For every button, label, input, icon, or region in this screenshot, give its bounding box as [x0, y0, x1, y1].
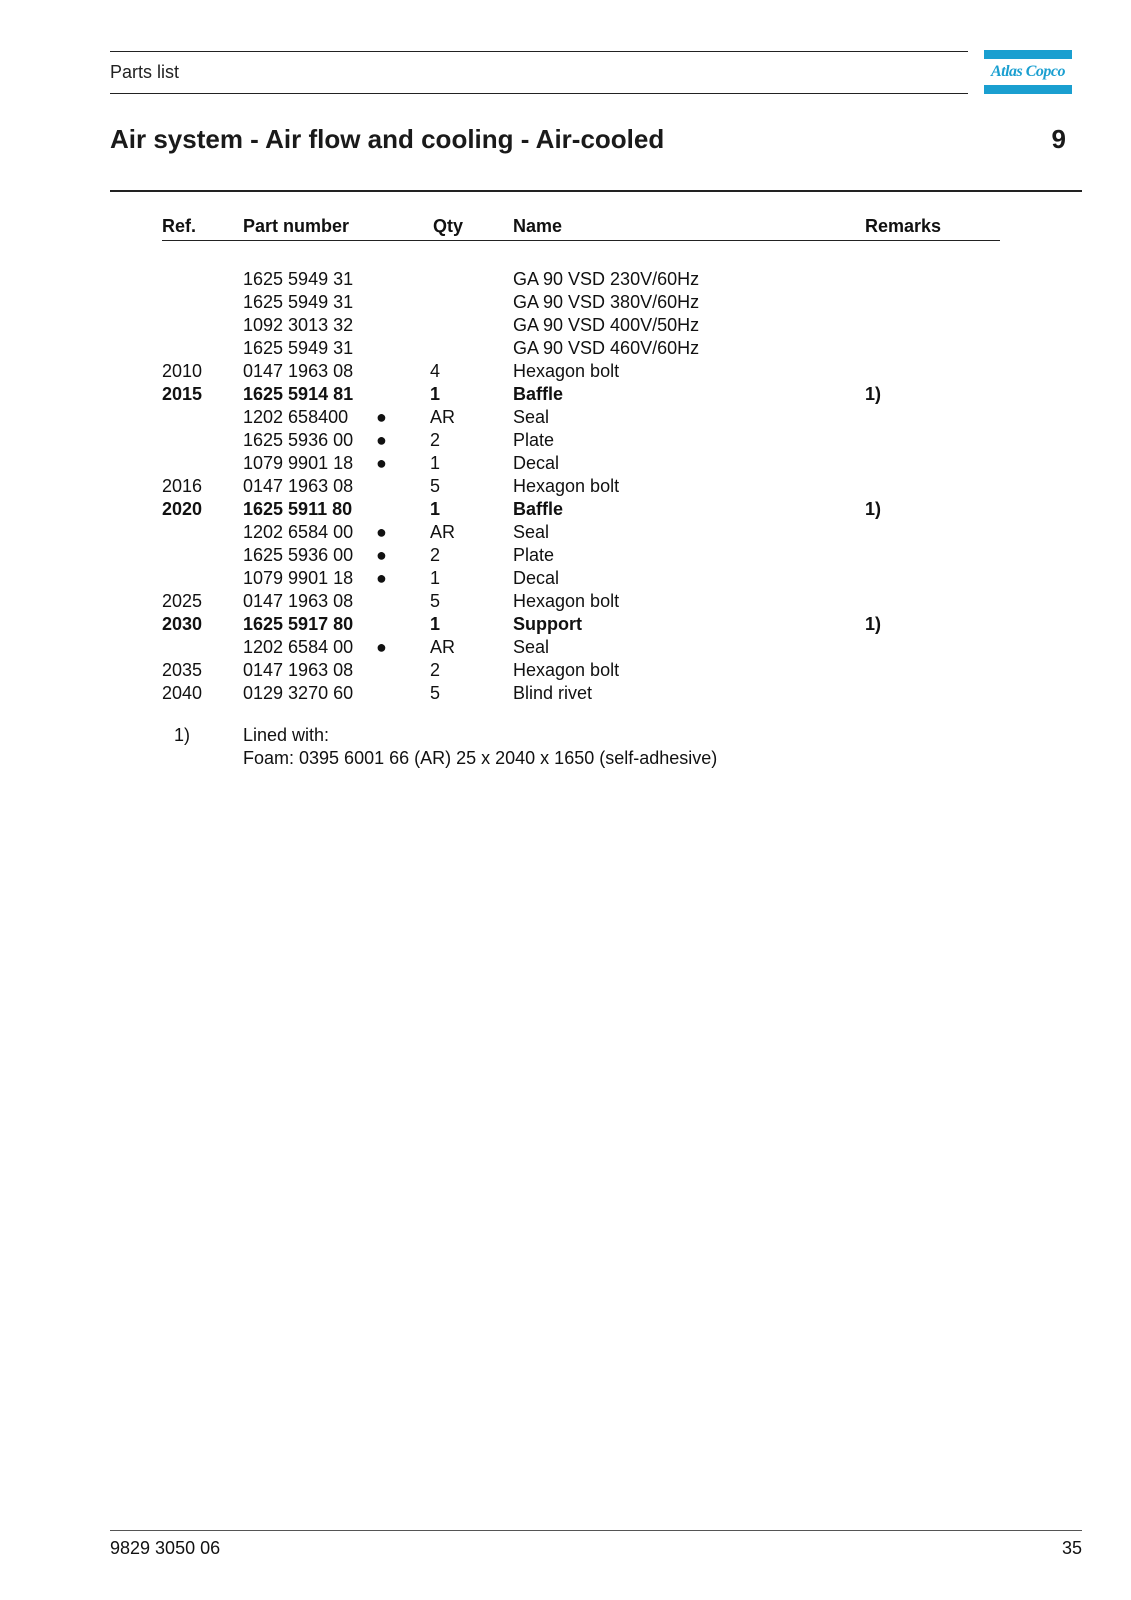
cell-qty: 5 [430, 591, 441, 611]
title-rule [110, 190, 1082, 192]
cell-qty: 5 [430, 476, 441, 496]
cell-name: Seal [513, 522, 550, 542]
cell-part-number: 1625 5914 81 [243, 384, 354, 404]
cell-ref: 2020 [162, 499, 203, 519]
cell-marker: ● [376, 522, 387, 542]
cell-part-number: 0147 1963 08 [243, 361, 354, 381]
page-title: Air system - Air flow and cooling - Air-cooled [110, 124, 665, 154]
cell-marker: ● [376, 637, 387, 657]
cell-name: Hexagon bolt [513, 591, 620, 611]
cell-ref: 2035 [162, 660, 203, 680]
table-row [0, 567, 1131, 590]
cell-name: GA 90 VSD 400V/50Hz [513, 315, 700, 335]
cell-ref: 2010 [162, 361, 203, 381]
cell-name: Hexagon bolt [513, 660, 620, 680]
cell-part-number: 0147 1963 08 [243, 591, 354, 611]
footnote-marker: 1) [174, 725, 191, 745]
table-row [0, 337, 1131, 360]
cell-qty: 2 [430, 545, 441, 565]
table-row [0, 636, 1131, 659]
header-section-label: Parts list [110, 62, 180, 82]
cell-part-number: 1079 9901 18 [243, 453, 354, 473]
table-row [0, 590, 1131, 613]
cell-qty: 2 [430, 430, 441, 450]
cell-marker: ● [376, 568, 387, 588]
cell-name: Plate [513, 545, 555, 565]
table-row [0, 360, 1131, 383]
table-row [0, 521, 1131, 544]
cell-part-number: 1202 658400 [243, 407, 349, 427]
column-header-name: Name [513, 216, 563, 236]
cell-qty: 5 [430, 683, 441, 703]
footer-page-number: 35 [1061, 1538, 1082, 1558]
footnote-line-1: Lined with: [243, 725, 330, 745]
table-row [0, 452, 1131, 475]
cell-name: Hexagon bolt [513, 361, 620, 381]
cell-qty: AR [430, 522, 456, 542]
cell-marker: ● [376, 430, 387, 450]
table-row [0, 268, 1131, 291]
cell-qty: 1 [430, 499, 441, 519]
cell-part-number: 1625 5911 80 [243, 499, 353, 519]
footnote-line-2: Foam: 0395 6001 66 (AR) 25 x 2040 x 1650 (self-adhesive) [243, 748, 718, 768]
table-row [0, 544, 1131, 567]
cell-part-number: 0147 1963 08 [243, 660, 354, 680]
cell-name: GA 90 VSD 380V/60Hz [513, 292, 700, 312]
cell-part-number: 1202 6584 00 [243, 637, 354, 657]
cell-name: Blind rivet [513, 683, 593, 703]
cell-ref: 2040 [162, 683, 203, 703]
footer-document-number: 9829 3050 06 [110, 1538, 221, 1558]
cell-name: Support [513, 614, 582, 634]
cell-qty: 1 [430, 614, 441, 634]
cell-name: GA 90 VSD 460V/60Hz [513, 338, 700, 358]
cell-ref: 2030 [162, 614, 203, 634]
cell-qty: 4 [430, 361, 441, 381]
table-row [0, 291, 1131, 314]
cell-name: Seal [513, 637, 550, 657]
table-row [0, 682, 1131, 705]
header-top-rule [110, 51, 968, 52]
cell-part-number: 1625 5949 31 [243, 292, 354, 312]
table-row [0, 613, 1131, 636]
cell-qty: 1 [430, 384, 441, 404]
cell-qty: AR [430, 637, 456, 657]
cell-name: Plate [513, 430, 555, 450]
cell-marker: ● [376, 453, 387, 473]
logo-bar-bottom [984, 85, 1072, 94]
cell-ref: 2025 [162, 591, 203, 611]
cell-ref: 2015 [162, 384, 203, 404]
header-bottom-rule [110, 93, 968, 94]
cell-part-number: 0129 3270 60 [243, 683, 354, 703]
logo-wordmark: Atlas Copco [990, 63, 1066, 80]
cell-part-number: 1079 9901 18 [243, 568, 354, 588]
cell-name: GA 90 VSD 230V/60Hz [513, 269, 700, 289]
cell-part-number: 1202 6584 00 [243, 522, 354, 542]
column-header-remarks: Remarks [865, 216, 942, 236]
table-row [0, 314, 1131, 337]
atlas-copco-logo [984, 50, 1072, 94]
cell-part-number: 0147 1963 08 [243, 476, 354, 496]
cell-part-number: 1625 5936 00 [243, 545, 354, 565]
cell-name: Baffle [513, 499, 564, 519]
cell-part-number: 1625 5936 00 [243, 430, 354, 450]
cell-qty: 1 [430, 568, 441, 588]
table-row [0, 406, 1131, 429]
column-header-part-number: Part number [243, 216, 350, 236]
cell-name: Baffle [513, 384, 564, 404]
table-row [0, 498, 1131, 521]
cell-part-number: 1625 5949 31 [243, 269, 354, 289]
cell-part-number: 1625 5917 80 [243, 614, 354, 634]
column-header-ref: Ref. [162, 216, 197, 236]
cell-marker: ● [376, 407, 387, 427]
cell-remarks: 1) [865, 499, 882, 519]
cell-name: Decal [513, 453, 560, 473]
logo-bar-top [984, 50, 1072, 59]
cell-remarks: 1) [865, 614, 882, 634]
table-row [0, 475, 1131, 498]
cell-ref: 2016 [162, 476, 203, 496]
section-number: 9 [1051, 124, 1066, 154]
cell-qty: AR [430, 407, 456, 427]
column-header-qty: Qty [433, 216, 464, 236]
cell-name: Hexagon bolt [513, 476, 620, 496]
cell-part-number: 1625 5949 31 [243, 338, 354, 358]
cell-part-number: 1092 3013 32 [243, 315, 354, 335]
cell-remarks: 1) [865, 384, 882, 404]
table-row [0, 659, 1131, 682]
cell-name: Decal [513, 568, 560, 588]
table-row [0, 429, 1131, 452]
cell-qty: 1 [430, 453, 441, 473]
cell-name: Seal [513, 407, 550, 427]
table-row [0, 383, 1131, 406]
cell-qty: 2 [430, 660, 441, 680]
footer-rule [110, 1530, 1082, 1531]
table-header-rule [162, 240, 1000, 241]
cell-marker: ● [376, 545, 387, 565]
